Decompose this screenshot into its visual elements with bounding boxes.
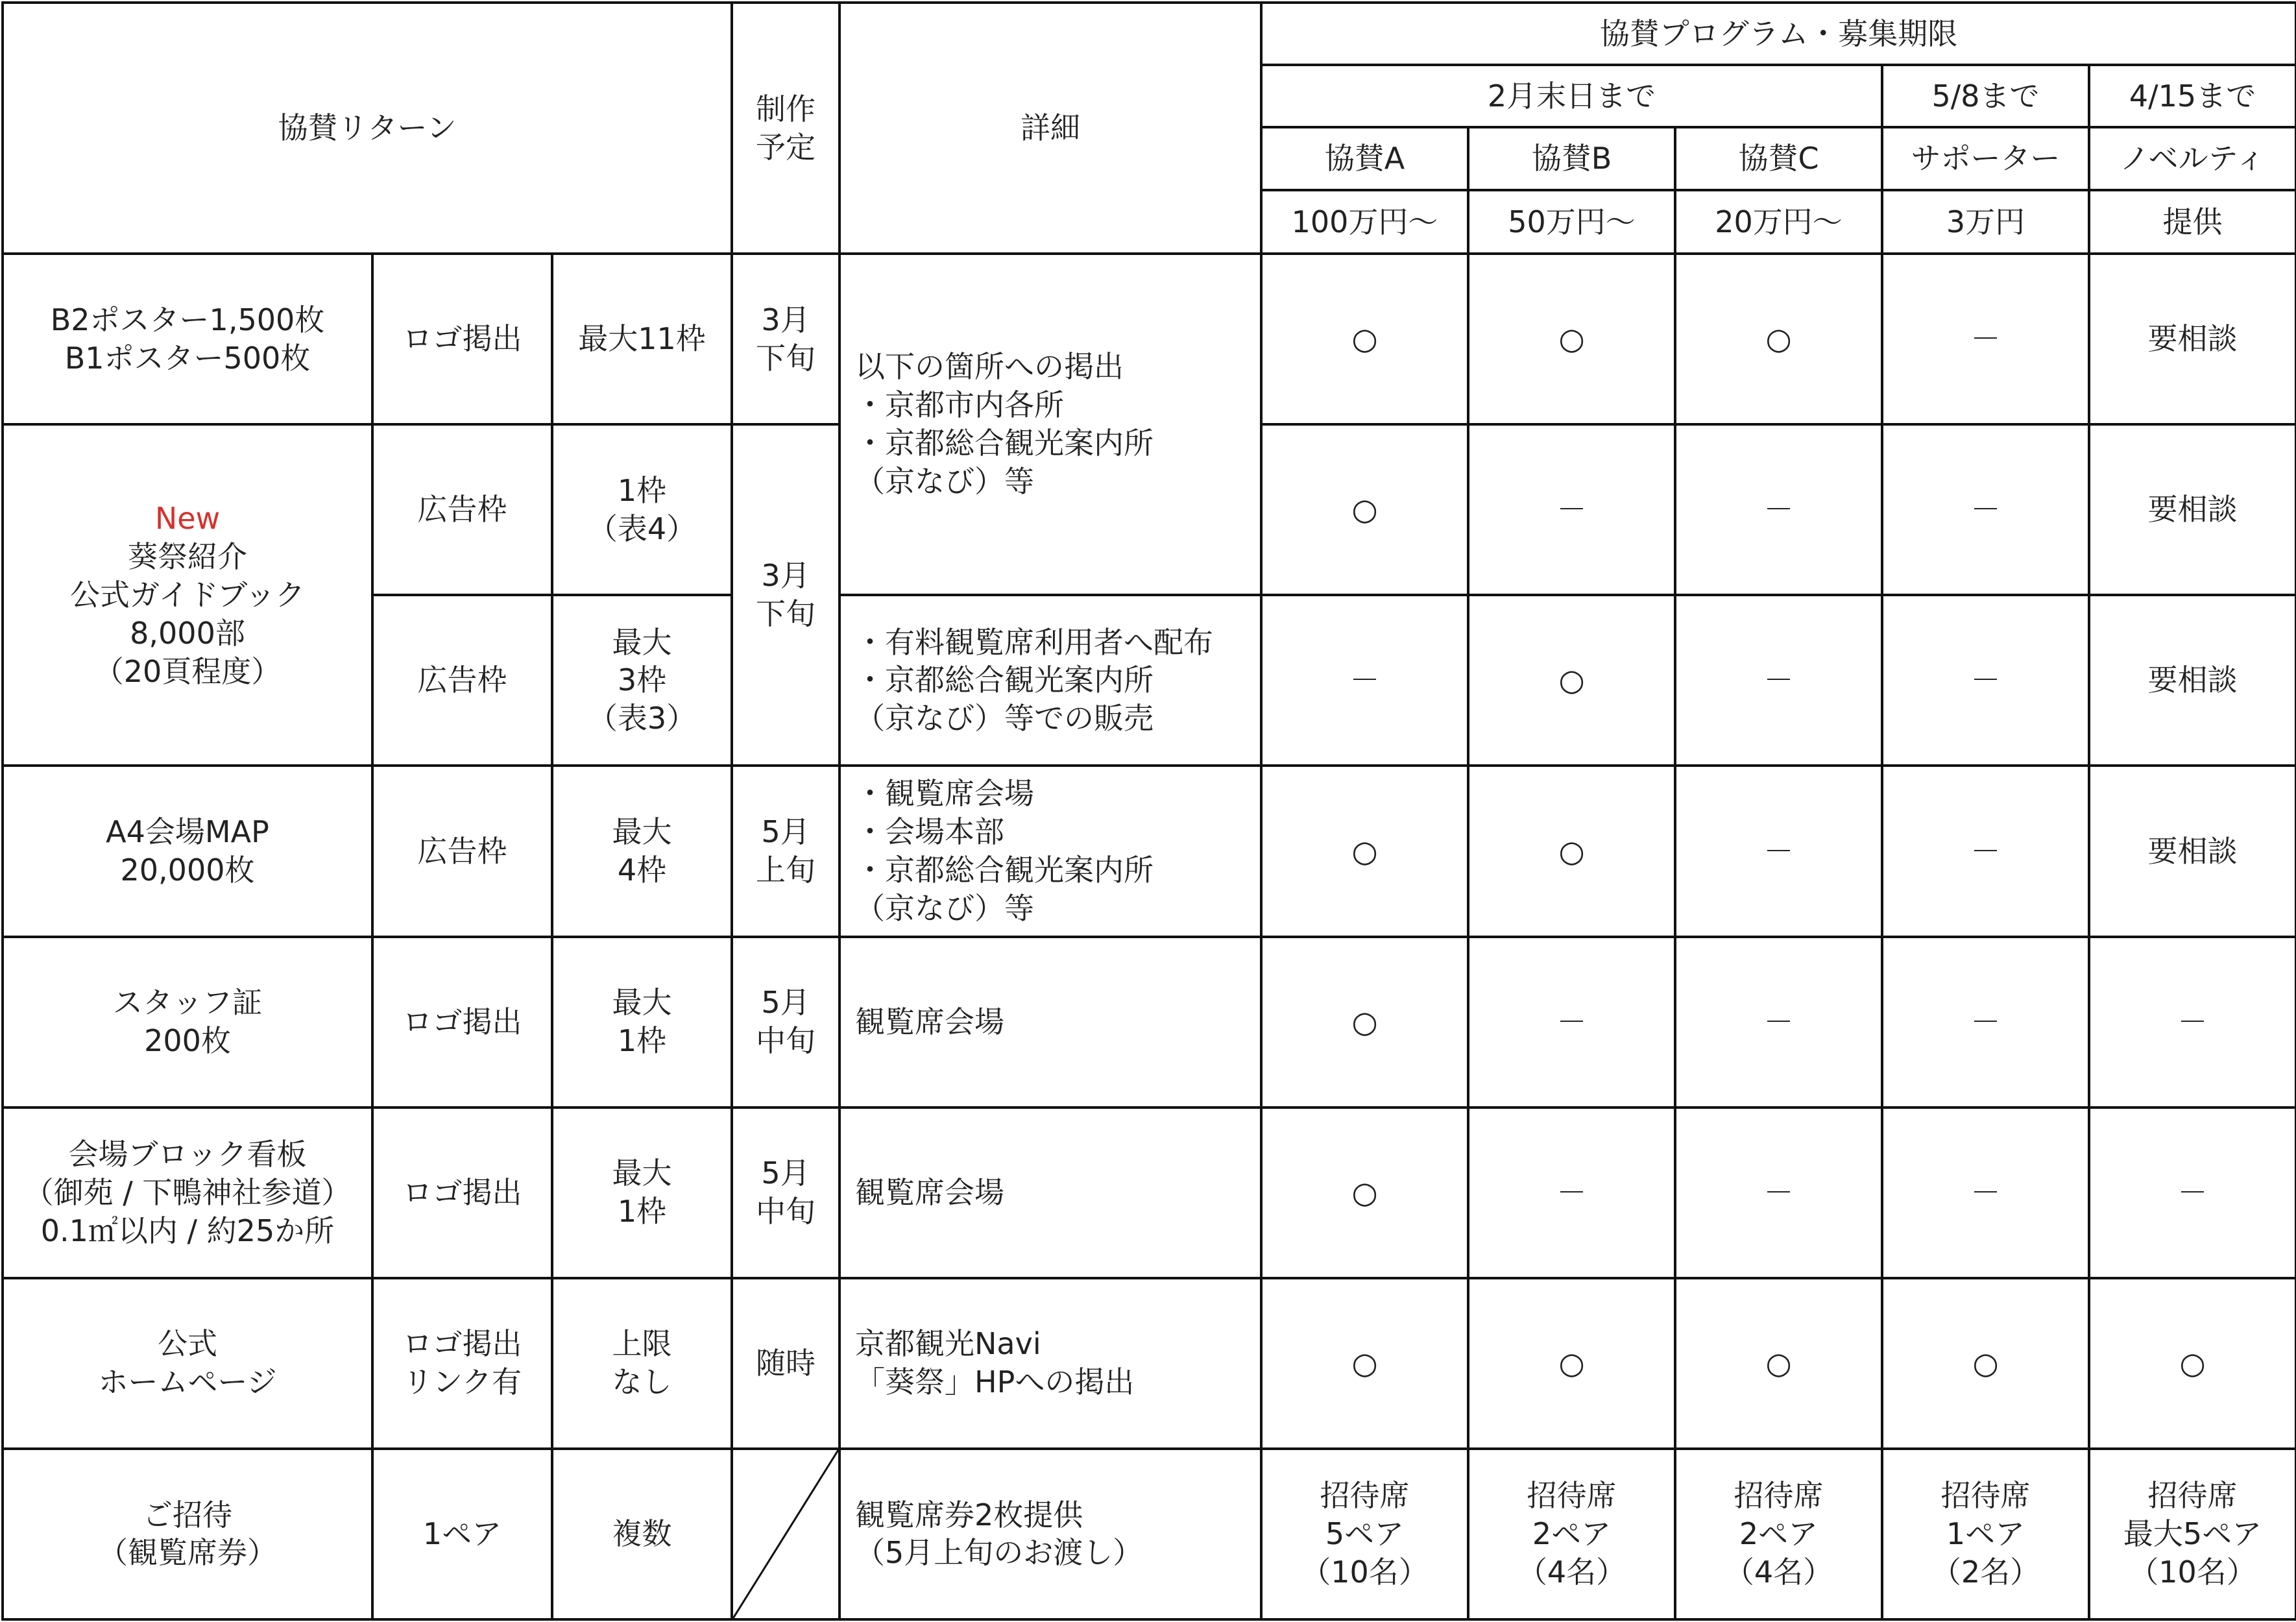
tier-cell: ○	[1261, 254, 1468, 424]
header-schedule: 制作 予定	[732, 3, 840, 254]
detail-cell: 観覧席会場	[840, 1108, 1261, 1278]
header-deadline-may: 5/8まで	[1882, 65, 2089, 127]
tier-cell: －	[1468, 1108, 1675, 1278]
return-item: A4会場MAP 20,000枚	[3, 766, 372, 936]
table-row	[3, 254, 2296, 424]
detail-cell: 京都観光Navi 「葵祭」HPへの掲出	[840, 1278, 1261, 1449]
tier-cell: －	[1882, 254, 2089, 424]
return-qty: 最大11枠	[552, 254, 732, 424]
tier-cell: ○	[1882, 1278, 2089, 1449]
tier-cell: －	[1675, 937, 1882, 1108]
tier-price: 100万円～	[1261, 190, 1468, 254]
return-item: スタッフ証 200枚	[3, 937, 372, 1108]
tier-cell: 要相談	[2089, 595, 2296, 766]
return-item-guidebook	[3, 424, 372, 766]
return-qty: 最大 1枠	[552, 937, 732, 1108]
tier-cell: ○	[2089, 1278, 2296, 1449]
tier-cell: －	[1675, 595, 1882, 766]
tier-cell: ○	[1468, 595, 1675, 766]
tier-cell: ○	[1261, 1278, 1468, 1449]
detail-cell: 観覧席券2枚提供 （5月上旬のお渡し）	[840, 1449, 1261, 1619]
tier-cell: －	[1882, 1108, 2089, 1278]
sponsorship-table	[1, 1, 2296, 1621]
table-row	[3, 1278, 2296, 1449]
tier-cell: －	[1261, 595, 1468, 766]
detail-cell: ・有料観覧席利用者へ配布 ・京都総合観光案内所 （京なび）等での販売	[840, 595, 1261, 766]
tier-name: サポーター	[1882, 127, 2089, 190]
header-deadline-feb: 2月末日まで	[1261, 65, 1882, 127]
return-qty: 1枠 （表4）	[552, 424, 732, 595]
tier-cell: ○	[1261, 424, 1468, 595]
tier-cell: 招待席 最大5ペア （10名）	[2089, 1449, 2296, 1619]
tier-cell: －	[1468, 424, 1675, 595]
table-row	[3, 1108, 2296, 1278]
tier-cell: ○	[1468, 254, 1675, 424]
detail-cell: 以下の箇所への掲出 ・京都市内各所 ・京都総合観光案内所 （京なび）等	[840, 254, 1261, 595]
return-qty: 最大 4枠	[552, 766, 732, 936]
tier-cell: 要相談	[2089, 254, 2296, 424]
schedule-cell: 5月 中旬	[732, 1108, 840, 1278]
header-program: 協賛プログラム・募集期限	[1261, 3, 2296, 65]
tier-cell: ○	[1675, 254, 1882, 424]
tier-name: 協賛A	[1261, 127, 1468, 190]
table-row	[3, 1449, 2296, 1619]
new-badge: New	[154, 501, 221, 537]
return-item: 会場ブロック看板 （御苑 / 下鴨神社参道） 0.1㎡以内 / 約25か所	[3, 1108, 372, 1278]
return-qty: 最大 1枠	[552, 1108, 732, 1278]
return-item: 公式 ホームページ	[3, 1278, 372, 1449]
tier-cell: 要相談	[2089, 424, 2296, 595]
table-row	[3, 766, 2296, 936]
tier-cell: －	[1882, 595, 2089, 766]
schedule-cell: 5月 中旬	[732, 937, 840, 1108]
tier-cell: ○	[1261, 937, 1468, 1108]
return-kind: ロゴ掲出	[372, 1108, 552, 1278]
return-kind: 広告枠	[372, 595, 552, 766]
header-return: 協賛リターン	[3, 3, 732, 254]
tier-cell: －	[2089, 1108, 2296, 1278]
tier-price: 3万円	[1882, 190, 2089, 254]
schedule-cell: 5月 上旬	[732, 766, 840, 936]
diagonal-slash	[733, 1450, 838, 1618]
tier-cell: ○	[1468, 1278, 1675, 1449]
tier-cell: －	[1675, 1108, 1882, 1278]
return-item: ご招待 （観覧席券）	[3, 1449, 372, 1619]
return-kind: 1ペア	[372, 1449, 552, 1619]
return-kind: ロゴ掲出	[372, 937, 552, 1108]
tier-cell: －	[1882, 424, 2089, 595]
tier-cell: 招待席 5ペア （10名）	[1261, 1449, 1468, 1619]
tier-price: 50万円～	[1468, 190, 1675, 254]
tier-cell: －	[1468, 937, 1675, 1108]
tier-cell: 招待席 2ペア （4名）	[1468, 1449, 1675, 1619]
return-item: 葵祭紹介 公式ガイドブック 8,000部 （20頁程度）	[69, 539, 306, 689]
tier-cell: 要相談	[2089, 766, 2296, 936]
tier-cell: 招待席 2ペア （4名）	[1675, 1449, 1882, 1619]
tier-cell: ○	[1261, 766, 1468, 936]
schedule-cell-empty	[732, 1449, 840, 1619]
return-item: B2ポスター1,500枚 B1ポスター500枚	[3, 254, 372, 424]
tier-name: ノベルティ	[2089, 127, 2296, 190]
return-kind: ロゴ掲出	[372, 254, 552, 424]
schedule-cell: 随時	[732, 1278, 840, 1449]
tier-price: 提供	[2089, 190, 2296, 254]
tier-cell: －	[1675, 766, 1882, 936]
table-row	[3, 937, 2296, 1108]
detail-cell: ・観覧席会場 ・会場本部 ・京都総合観光案内所 （京なび）等	[840, 766, 1261, 936]
tier-name: 協賛B	[1468, 127, 1675, 190]
tier-cell: －	[1675, 424, 1882, 595]
return-qty: 最大 3枠 （表3）	[552, 595, 732, 766]
tier-cell: －	[1882, 766, 2089, 936]
return-kind: 広告枠	[372, 424, 552, 595]
header-row-1	[3, 3, 2296, 65]
tier-price: 20万円～	[1675, 190, 1882, 254]
return-kind: ロゴ掲出 リンク有	[372, 1278, 552, 1449]
return-qty: 複数	[552, 1449, 732, 1619]
tier-cell: －	[2089, 937, 2296, 1108]
header-deadline-apr: 4/15まで	[2089, 65, 2296, 127]
tier-cell: 招待席 1ペア （2名）	[1882, 1449, 2089, 1619]
tier-cell: ○	[1468, 766, 1675, 936]
tier-cell: ○	[1675, 1278, 1882, 1449]
tier-cell: －	[1882, 937, 2089, 1108]
tier-name: 協賛C	[1675, 127, 1882, 190]
detail-cell: 観覧席会場	[840, 937, 1261, 1108]
return-kind: 広告枠	[372, 766, 552, 936]
schedule-cell: 3月 下旬	[732, 424, 840, 766]
header-detail: 詳細	[840, 3, 1261, 254]
tier-cell: ○	[1261, 1108, 1468, 1278]
return-qty: 上限 なし	[552, 1278, 732, 1449]
schedule-cell: 3月 下旬	[732, 254, 840, 424]
